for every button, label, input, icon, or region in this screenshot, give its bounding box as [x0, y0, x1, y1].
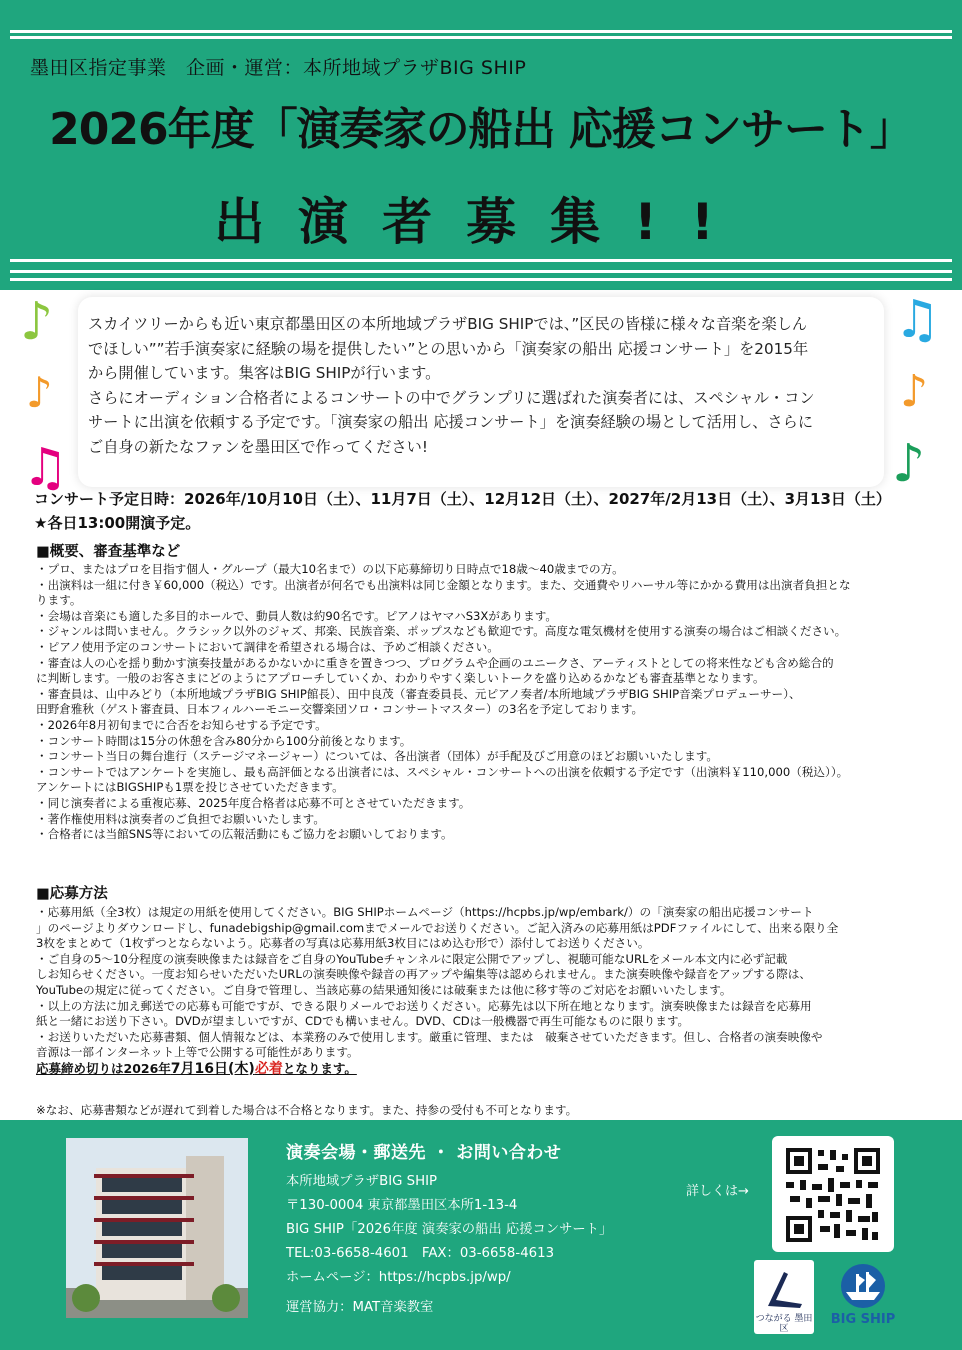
- page-subtitle: 出演者募集!!: [214, 193, 748, 251]
- overview-heading: ■概要、審査基準など: [36, 544, 181, 560]
- list-item: ・同じ演奏者による重複応募、2025年度合格者は応募不可とさせていただきます。: [36, 795, 471, 810]
- deadline-prefix: 応募締め切りは2026年: [36, 1060, 171, 1076]
- double-note-icon: ♫: [22, 438, 69, 498]
- overview-list: [36, 562, 926, 843]
- list-item: ・応募用紙（全3枚）は規定の用紙を使用してください。BIG SHIPホームページ（https://hcpbs.jp/wp/embark/）の「演奏家の船出応援コンサート: [36, 905, 814, 919]
- bigship-logo-text: BIG SHIP: [830, 1312, 896, 1327]
- list-item: ・コンサート当日の舞台進行（ステージマネージャー）については、各出演者（団体）が手配及びご用意のほどお願いいたします。: [36, 749, 718, 764]
- homepage-link[interactable]: ホームページ：https://hcpbs.jp/wp/: [286, 1270, 511, 1285]
- qr-code[interactable]: [772, 1136, 894, 1252]
- mail-attn: BIG SHIP「2026年度 演奏家の船出 応援コンサート」: [286, 1222, 613, 1237]
- list-item: ・コンサート時間は15分の休憩を含み80分から100分前後となります。: [36, 733, 412, 748]
- music-note-icon: ♪: [892, 434, 926, 494]
- list-item: ・以上の方法に加え郵送での応募も可能ですが、できる限りメールでお送りください。応募先は以下所在地となります。演奏映像または録音を応募用: [36, 998, 812, 1013]
- list-item: しお知らせください。一度お知らせいただいたURLの演奏映像や録音の再アップや編集等は認められません。また演奏映像や録音をアップする際は、: [36, 967, 811, 982]
- list-item: 田野倉雅秋（ゲスト審査員、日本フィルハーモニー交響楽団ソロ・コンサートマスター）の3名を予定しております。: [36, 702, 644, 717]
- intro-line: でほしい””若手演奏家に経験の場を提供したい”との思いから「演奏家の船出 応援コンサート」を2015年: [88, 339, 809, 358]
- list-item: ・合格者には当館SNS等においての広報活動にもご協力をお願いしております。: [36, 827, 453, 842]
- sumida-city-logo: [754, 1260, 814, 1334]
- tel-fax: TEL:03-6658-4601 FAX：03-6658-4613: [286, 1246, 555, 1261]
- apply-heading: ■応募方法: [36, 886, 108, 902]
- list-item: YouTubeの規定に従ってください。ご自身で管理し、当該応募の結果通知後には破棄または他に移す等のご対応をお願いいたします。: [36, 982, 732, 997]
- music-note-icon: ♪: [900, 366, 929, 417]
- intro-line: ご自身の新たなファンを墨田区で作ってください!: [88, 437, 428, 456]
- organizer-text: 墨田区指定事業 企画・運営：本所地域プラザBIG SHIP: [30, 57, 527, 79]
- music-note-icon: ♪: [20, 292, 54, 352]
- list-item: ・2026年8月初旬までに合否をお知らせする予定です。: [36, 717, 327, 732]
- list-item: ・コンサートではアンケートを実施し、最も高評価となる出演者には、スペシャル・コンサートへの出演を依頼する予定です（出演料￥110,000（税込））。: [36, 764, 849, 779]
- music-note-icon: ♪: [26, 368, 53, 417]
- list-item: ・審査員は、山中みどり（本所地域プラザBIG SHIP館長）、田中良茂（審査委員長、元ピアノ奏者/本所地域プラザBIG SHIP音楽プロデューサー）、: [36, 686, 801, 701]
- intro-line: スカイツリーからも近い東京都墨田区の本所地域プラザBIG SHIPでは、”区民の皆様に様々な音楽を楽しん: [88, 315, 808, 333]
- cooperation-text: 運営協力：MAT音楽教室: [286, 1300, 434, 1315]
- intro-line: さらにオーディション合格者によるコンサートの中でグランプリに選ばれた演奏者には、スペシャル・コン: [88, 388, 815, 407]
- contact-heading: 演奏会場・郵送先 ・ お問い合わせ: [286, 1143, 562, 1163]
- list-item: ・ピアノ使用予定のコンサートにおいて調律を希望される場合は、予めご相談ください。: [36, 639, 499, 654]
- page-title: 2026年度「演奏家の船出 応援コンサート」: [49, 104, 913, 155]
- header-top-line: [10, 30, 952, 33]
- list-item: ・著作権使用料は演奏者のご負担でお願いいたします。: [36, 811, 325, 826]
- list-item: 3枚をまとめて（1枚ずつとならないよう。応募者の写真は応募用紙3枚目にはめ込む形で）添付してお送りください。: [36, 936, 650, 951]
- deadline-must-arrive: 必着: [254, 1060, 283, 1077]
- concert-dates: コンサート予定日時：2026年/10月10日（土）、11月7日（土）、12月12日（土）、2027年/2月13日（土）、3月13日（土）: [34, 490, 891, 508]
- venue-name: 本所地域プラザBIG SHIP: [286, 1174, 438, 1189]
- list-item: 音源は一部インターネット上等で公開する可能性があります。: [36, 1045, 359, 1060]
- double-note-icon: ♫: [894, 290, 941, 350]
- list-item: ・プロ、またはプロを目指す個人・グループ（最大10名まで）の以下応募締切り日時点で18歳～40歳までの方。: [36, 562, 624, 576]
- intro-line: から開催しています。集客はBIG SHIPが行います。: [88, 364, 441, 382]
- list-item: 紙と一緒にお送り下さい。DVDが望ましいですが、CDでも構いません。DVD、CDは一般機器で再生可能なものに限ります。: [36, 1014, 690, 1029]
- deadline-suffix: となります。: [282, 1060, 357, 1076]
- list-item: 」のページよりダウンロードし、funadebigship@gmail.comまでメールでお送りください。ご記入済みの応募用紙はPDFファイルにして、出来る限り全: [36, 920, 839, 935]
- qr-label: 詳しくは→: [686, 1184, 749, 1199]
- list-item: ・審査は人の心を揺り動かす演奏技量があるかないかに重きを置きつつ、プログラムや企画のユニークさ、アーティストとしての将来性なども含め総合的: [36, 655, 834, 670]
- list-item: に判断します。一般のお客さまにどのようにアプローチしていくか、わかりやすく楽しいトークを盛り込めるかなども審査基準となります。: [36, 671, 765, 686]
- building-photo: [66, 1138, 248, 1318]
- list-item: ります。: [36, 593, 82, 608]
- list-item: ・ジャンルは問いません。クラシック以外のジャズ、邦楽、民族音楽、ポップスなども歓迎です。高度な電気機材を使用する演奏の場合はご相談ください。: [36, 624, 847, 639]
- bigship-logo: [822, 1260, 904, 1334]
- list-item: ・会場は音楽にも適した多目的ホールで、動員人数は約90名です。ピアノはヤマハS3Xがあります。: [36, 608, 558, 623]
- venue-address: 〒130-0004 東京都墨田区本所1-13-4: [286, 1198, 518, 1213]
- intro-text: [88, 312, 878, 459]
- apply-list: [36, 905, 926, 1078]
- deadline-date: 7月16日(木): [170, 1060, 255, 1077]
- header-bottom-line-2: [10, 278, 952, 281]
- concert-start-time: ★各日13:00開演予定。: [34, 514, 201, 532]
- list-item: ・お送りいただいた応募書類、個人情報などは、本業務のみで使用します。厳重に管理、または 破棄させていただきます。但し、合格者の演奏映像や: [36, 1029, 823, 1044]
- deadline-text: [36, 1061, 926, 1078]
- header-bottom-line: [10, 270, 952, 273]
- list-item: ・ご自身の5～10分程度の演奏映像または録音をご自身のYouTubeチャンネルに限定公開でアップし、視聴可能なURLをメール本文内に必ず記載: [36, 951, 788, 966]
- sumida-logo-text: つながる 墨田区: [755, 1314, 813, 1334]
- late-note: ※なお、応募書類などが遅れて到着した場合は不合格となります。また、持参の受付も不可となります。: [36, 1103, 578, 1117]
- list-item: アンケートにはBIGSHIPも1票を投じさせていただきます。: [36, 780, 344, 795]
- list-item: ・出演料は一組に付き￥60,000（税込）です。出演者が何名でも出演料は同じ金額となります。また、交通費やリハーサル等にかかる費用は出演者負担とな: [36, 577, 851, 592]
- intro-line: サートに出演を依頼する予定です。「演奏家の船出 応援コンサート」を演奏経験の場として活用し、さらに: [88, 413, 814, 431]
